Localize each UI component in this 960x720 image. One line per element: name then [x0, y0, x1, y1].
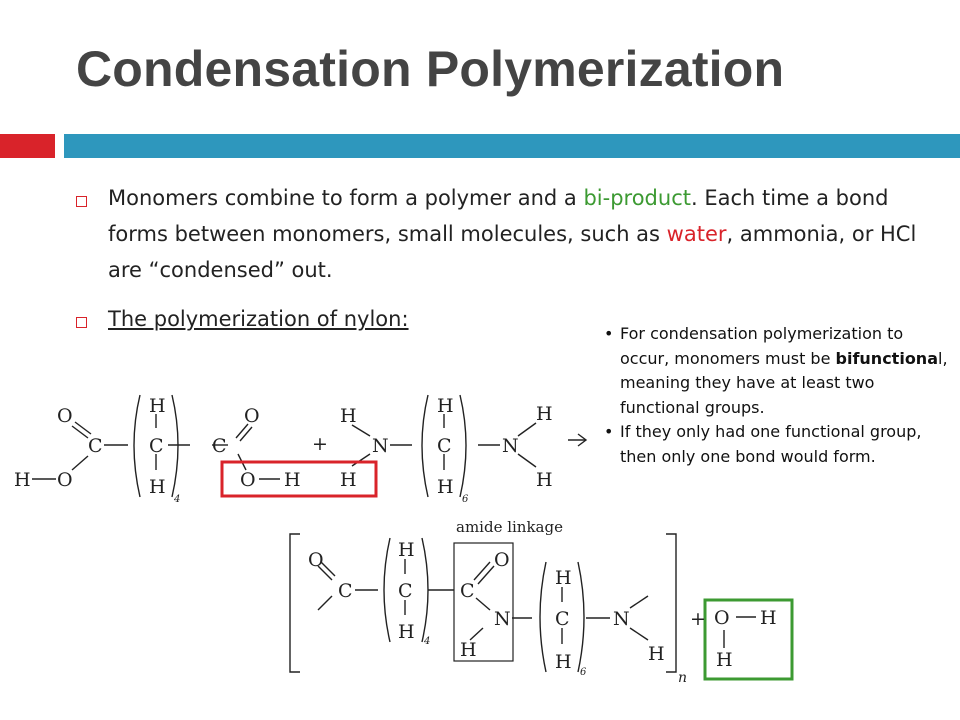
atom-c: C	[460, 580, 475, 602]
atom-o: O	[494, 549, 510, 571]
atom-h: H	[398, 539, 415, 561]
slide-title: Condensation Polymerization	[76, 41, 785, 97]
amide-linkage-label: amide linkage	[456, 518, 563, 536]
bullet-dot-icon: •	[604, 324, 614, 343]
atom-h: H	[340, 469, 357, 491]
atom-c: C	[149, 435, 164, 457]
water-term: water	[666, 222, 727, 246]
atom-c: C	[398, 580, 413, 602]
atom-h: H	[460, 639, 477, 661]
atom-n: N	[494, 608, 511, 630]
atom-h: H	[536, 403, 553, 425]
atom-o: O	[244, 405, 260, 427]
atom-h: H	[760, 607, 777, 629]
atom-n: N	[613, 608, 630, 630]
atom-o: O	[57, 405, 73, 427]
text-run: For condensation polymerization to occur, monomers must be	[620, 324, 904, 368]
subscript-4: 4	[174, 494, 181, 505]
atom-n: N	[502, 435, 519, 457]
bifunctional-term: bifunctiona	[835, 348, 938, 368]
atom-o: O	[57, 469, 73, 491]
subscript-n: n	[678, 670, 688, 686]
atom-c: C	[338, 580, 353, 602]
atom-o: O	[308, 549, 324, 571]
atom-h: H	[14, 469, 31, 491]
subscript-6: 6	[462, 494, 469, 505]
plus-sign: +	[312, 433, 328, 455]
atom-h: H	[284, 469, 301, 491]
atom-c: C	[555, 608, 570, 630]
bullet-dot-icon: •	[604, 422, 614, 442]
atom-o: O	[714, 607, 730, 629]
atom-h: H	[555, 567, 572, 589]
subscript-6: 6	[580, 667, 587, 678]
nylon-heading: The polymerization of nylon:	[108, 307, 409, 331]
biproduct-term: bi-product	[583, 186, 691, 210]
atom-h: H	[398, 621, 415, 643]
text-run: l, meaning they have at least two functional groups.	[620, 348, 948, 417]
text-run: Monomers combine to form a polymer and a	[108, 186, 584, 210]
atom-c: C	[437, 435, 452, 457]
atom-h: H	[716, 649, 733, 671]
atom-h: H	[536, 469, 553, 491]
atom-h: H	[555, 651, 572, 673]
atom-c: C	[88, 435, 103, 457]
atom-c: C	[212, 435, 227, 457]
text-run: , ammonia, or HCl are “condensed” out.	[108, 222, 917, 282]
atom-h: H	[149, 476, 166, 498]
atom-h: H	[648, 643, 665, 665]
text-run: . Each time a bond forms between monomers, small molecules, such as	[108, 186, 889, 246]
atom-o: O	[240, 469, 256, 491]
atom-h: H	[437, 476, 454, 498]
text-run: If they only had one functional group, then only one bond would form.	[620, 422, 922, 466]
atom-h: H	[149, 395, 166, 417]
atom-h: H	[437, 395, 454, 417]
plus-sign: +	[690, 608, 706, 630]
atom-h: H	[340, 405, 357, 427]
atom-n: N	[372, 435, 389, 457]
subscript-4: 4	[424, 636, 431, 647]
